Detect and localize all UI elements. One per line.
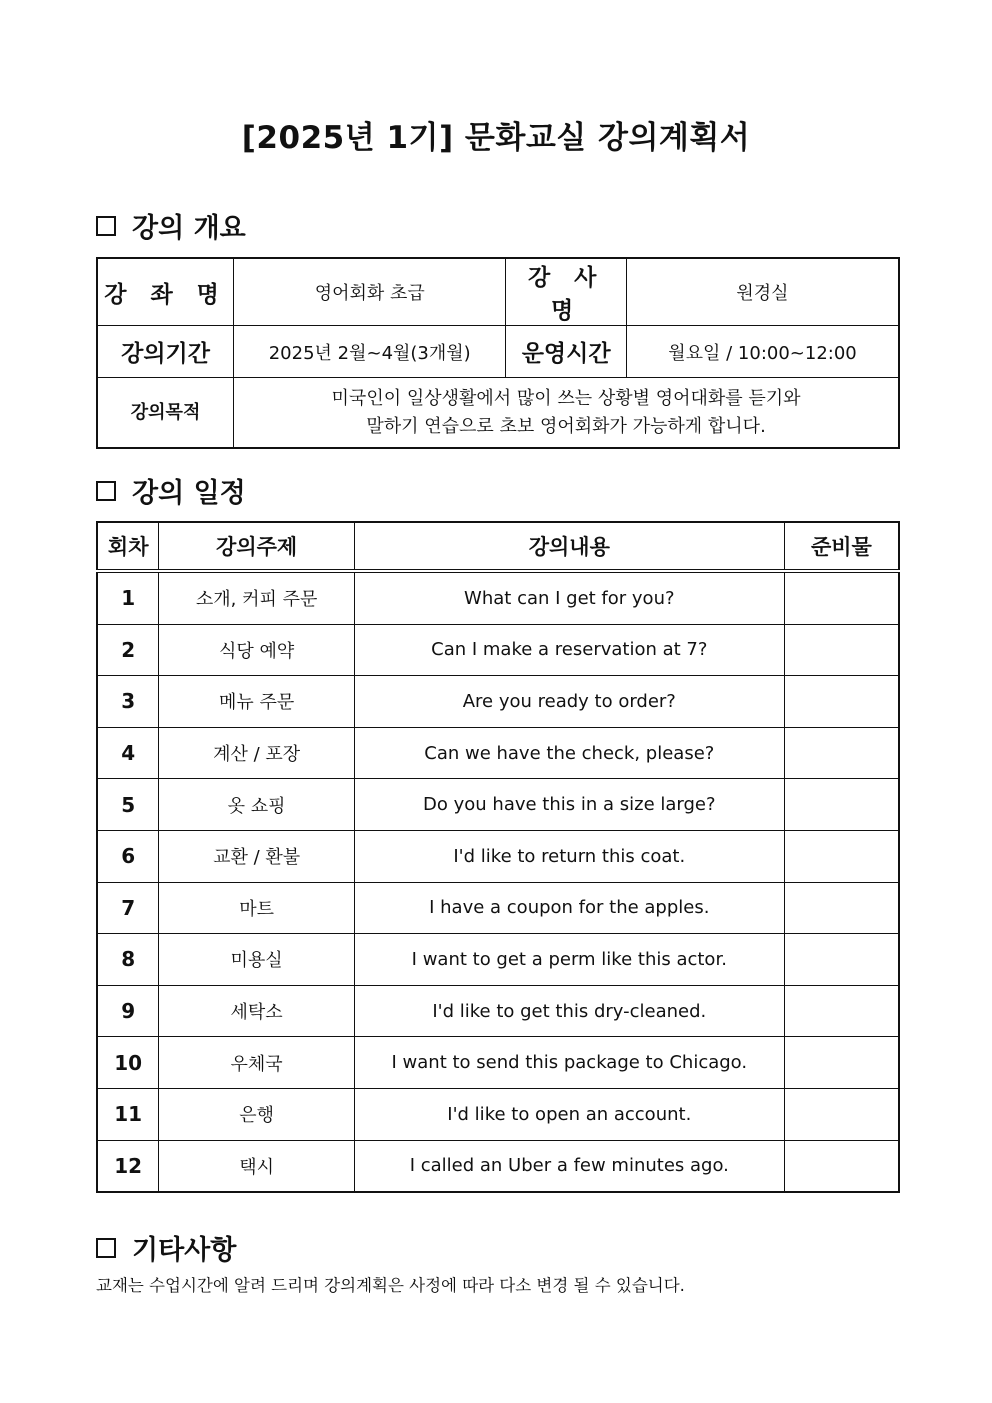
session-number: 9 bbox=[97, 985, 159, 1037]
purpose-line-1: 미국인이 일상생활에서 많이 쓰는 상황별 영어대화를 듣기와 bbox=[331, 387, 801, 409]
session-materials bbox=[784, 985, 899, 1037]
table-row bbox=[97, 830, 899, 882]
session-number: 10 bbox=[97, 1037, 159, 1089]
session-materials bbox=[784, 1140, 899, 1192]
session-materials bbox=[784, 830, 899, 882]
session-number: 5 bbox=[97, 779, 159, 831]
session-content: I'd like to open an account. bbox=[354, 1088, 784, 1140]
table-row bbox=[97, 779, 899, 831]
purpose-value bbox=[234, 378, 899, 449]
hours-value: 월요일 / 10:00~12:00 bbox=[627, 326, 900, 378]
header-topic: 강의주제 bbox=[159, 522, 354, 571]
session-number: 6 bbox=[97, 830, 159, 882]
session-topic: 계산 / 포장 bbox=[159, 727, 354, 779]
etc-heading-text: 기타사항 bbox=[132, 1235, 237, 1266]
period-label: 강의기간 bbox=[97, 326, 234, 378]
purpose-label: 강의목적 bbox=[97, 378, 234, 449]
session-content: I'd like to get this dry-cleaned. bbox=[354, 985, 784, 1037]
session-content: Can we have the check, please? bbox=[354, 727, 784, 779]
overview-table bbox=[96, 257, 900, 449]
session-topic: 은행 bbox=[159, 1088, 354, 1140]
session-materials bbox=[784, 1037, 899, 1089]
table-row bbox=[97, 1140, 899, 1192]
session-content: I want to send this package to Chicago. bbox=[354, 1037, 784, 1089]
session-materials bbox=[784, 1088, 899, 1140]
purpose-line-2: 말하기 연습으로 초보 영어회화가 가능하게 합니다. bbox=[366, 415, 766, 437]
session-materials bbox=[784, 571, 899, 624]
overview-heading bbox=[96, 206, 246, 245]
session-materials bbox=[784, 727, 899, 779]
session-materials bbox=[784, 934, 899, 986]
overview-row-name bbox=[97, 258, 899, 326]
session-content: I called an Uber a few minutes ago. bbox=[354, 1140, 784, 1192]
etc-note: 교재는 수업시간에 알려 드리며 강의계획은 사정에 따라 다소 변경 될 수 있습니다. bbox=[96, 1276, 685, 1295]
session-content: I have a coupon for the apples. bbox=[354, 882, 784, 934]
session-topic: 우체국 bbox=[159, 1037, 354, 1089]
table-row bbox=[97, 624, 899, 676]
session-topic: 미용실 bbox=[159, 934, 354, 986]
session-topic: 교환 / 환불 bbox=[159, 830, 354, 882]
session-topic: 택시 bbox=[159, 1140, 354, 1192]
etc-heading bbox=[96, 1228, 236, 1267]
session-content: I want to get a perm like this actor. bbox=[354, 934, 784, 986]
schedule-header-row bbox=[97, 522, 899, 571]
instructor-value: 원경실 bbox=[627, 258, 900, 326]
instructor-label: 강 사 명 bbox=[506, 258, 627, 326]
session-number: 8 bbox=[97, 934, 159, 986]
session-content: I'd like to return this coat. bbox=[354, 830, 784, 882]
session-content: Are you ready to order? bbox=[354, 676, 784, 728]
course-name-value: 영어회화 초급 bbox=[234, 258, 506, 326]
table-row bbox=[97, 571, 899, 624]
document-title: [2025년 1기] 문화교실 강의계획서 bbox=[241, 120, 751, 156]
session-number: 2 bbox=[97, 624, 159, 676]
session-number: 7 bbox=[97, 882, 159, 934]
table-row bbox=[97, 985, 899, 1037]
session-number: 3 bbox=[97, 676, 159, 728]
table-row bbox=[97, 1037, 899, 1089]
table-row bbox=[97, 882, 899, 934]
session-topic: 메뉴 주문 bbox=[159, 676, 354, 728]
schedule-heading-text: 강의 일정 bbox=[132, 478, 246, 509]
table-row bbox=[97, 676, 899, 728]
course-name-label: 강 좌 명 bbox=[97, 258, 234, 326]
session-number: 1 bbox=[97, 571, 159, 624]
schedule-table bbox=[96, 521, 900, 1193]
session-number: 12 bbox=[97, 1140, 159, 1192]
session-topic: 마트 bbox=[159, 882, 354, 934]
overview-row-purpose bbox=[97, 378, 899, 449]
session-number: 11 bbox=[97, 1088, 159, 1140]
schedule-heading bbox=[96, 471, 246, 510]
session-number: 4 bbox=[97, 727, 159, 779]
session-topic: 세탁소 bbox=[159, 985, 354, 1037]
header-session: 회차 bbox=[97, 522, 159, 571]
table-row bbox=[97, 727, 899, 779]
header-content: 강의내용 bbox=[354, 522, 784, 571]
session-topic: 소개, 커피 주문 bbox=[159, 571, 354, 624]
checkbox-square-icon bbox=[96, 481, 116, 501]
session-materials bbox=[784, 624, 899, 676]
period-value: 2025년 2월~4월(3개월) bbox=[234, 326, 506, 378]
table-row bbox=[97, 1088, 899, 1140]
session-topic: 식당 예약 bbox=[159, 624, 354, 676]
hours-label: 운영시간 bbox=[506, 326, 627, 378]
session-materials bbox=[784, 676, 899, 728]
header-materials: 준비물 bbox=[784, 522, 899, 571]
session-content: Do you have this in a size large? bbox=[354, 779, 784, 831]
overview-heading-text: 강의 개요 bbox=[132, 213, 246, 244]
session-content: Can I make a reservation at 7? bbox=[354, 624, 784, 676]
checkbox-square-icon bbox=[96, 1238, 116, 1258]
checkbox-square-icon bbox=[96, 216, 116, 236]
overview-row-period bbox=[97, 326, 899, 378]
session-content: What can I get for you? bbox=[354, 571, 784, 624]
table-row bbox=[97, 934, 899, 986]
session-topic: 옷 쇼핑 bbox=[159, 779, 354, 831]
session-materials bbox=[784, 882, 899, 934]
session-materials bbox=[784, 779, 899, 831]
